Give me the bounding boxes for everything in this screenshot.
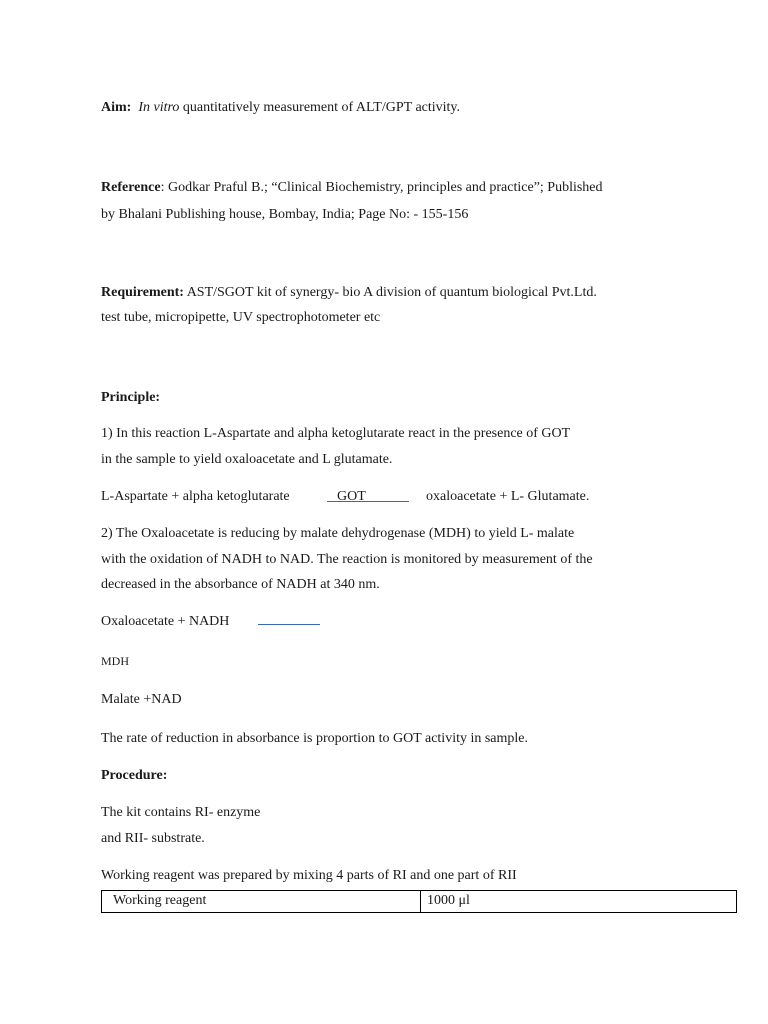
reagent-table (101, 890, 737, 913)
principle-p1-line-2: in the sample to yield oxaloacetate and L glutamate. (101, 452, 393, 467)
reaction2-left: Oxaloacetate + NADH (101, 614, 230, 629)
reaction1-left: L-Aspartate + alpha ketoglutarate (101, 489, 290, 504)
reagent-table-cell-name: Working reagent (113, 893, 207, 908)
reagent-table-cell-volume: 1000 μl (427, 893, 470, 908)
aim-line (101, 99, 460, 117)
reaction2-enzyme: MDH (101, 654, 130, 668)
principle-p2-line-2: with the oxidation of NADH to NAD. The reaction is monitored by measurement of the (101, 552, 593, 567)
reference-label: Reference (101, 180, 161, 195)
reaction1-enzyme: GOT (337, 489, 366, 504)
reaction1-right: oxaloacetate + L- Glutamate. (426, 489, 590, 504)
principle-p2-line-1: 2) The Oxaloacetate is reducing by malate dehydrogenase (MDH) to yield L- malate (101, 526, 575, 541)
aim-label: Aim: (101, 100, 132, 115)
principle-heading: Principle: (101, 390, 161, 405)
principle-p1-line-1: 1) In this reaction L-Aspartate and alpha ketoglutarate react in the presence of GOT (101, 426, 571, 441)
procedure-heading: Procedure: (101, 768, 168, 783)
requirement-label: Requirement: (101, 285, 184, 300)
principle-p2-line-3: decreased in the absorbance of NADH at 340 nm. (101, 577, 380, 592)
requirement-line-2: test tube, micropipette, UV spectrophotometer etc (101, 310, 381, 325)
reaction2-right: Malate +NAD (101, 692, 182, 707)
procedure-line-2: and RII- substrate. (101, 831, 205, 846)
aim-text: quantitatively measurement of ALT/GPT activity. (182, 100, 461, 115)
reaction1-arrow (327, 501, 409, 502)
requirement-text-1: AST/SGOT kit of synergy- bio A division of quantum biological Pvt.Ltd. (186, 285, 597, 300)
reference-text-1: : Godkar Praful B.; “Clinical Biochemistry, principles and practice”; Published (160, 180, 603, 195)
reference-line-2: by Bhalani Publishing house, Bombay, India; Page No: - 155-156 (101, 207, 469, 222)
reagent-table-divider (420, 891, 421, 912)
reference-line-1 (101, 179, 603, 197)
principle-conclusion: The rate of reduction in absorbance is proportion to GOT activity in sample. (101, 731, 529, 746)
reaction2-arrow (258, 624, 320, 625)
aim-italic: In vitro (138, 100, 180, 115)
procedure-line-3: Working reagent was prepared by mixing 4 parts of RI and one part of RII (101, 868, 517, 883)
procedure-line-1: The kit contains RI- enzyme (101, 805, 261, 820)
requirement-line-1 (101, 284, 597, 302)
